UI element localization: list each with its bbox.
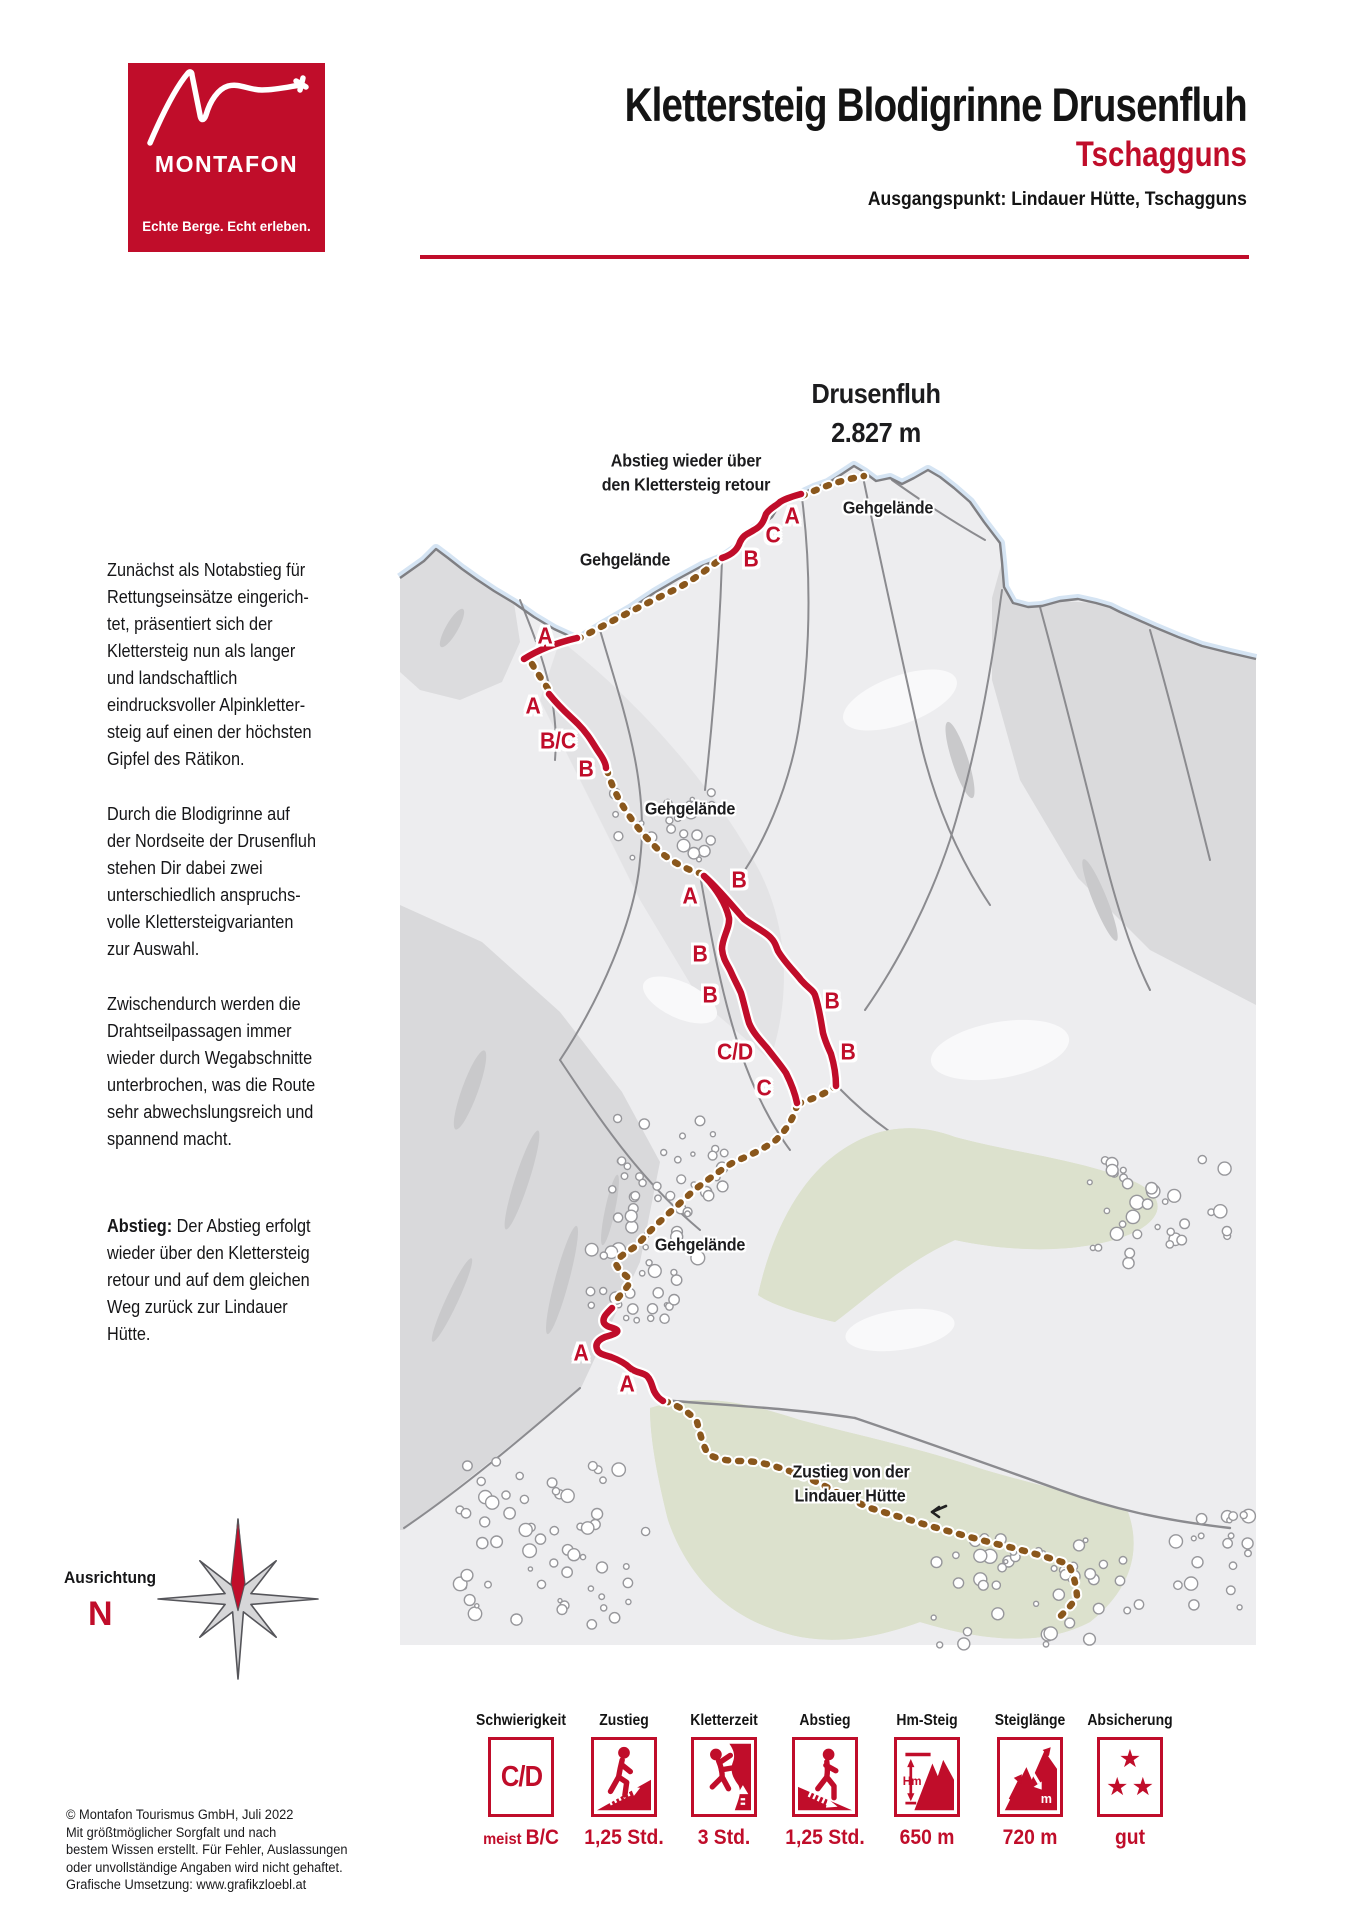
stat-value: 1,25 Std.: [785, 1826, 865, 1849]
intro-paragraph-2: [107, 800, 317, 962]
abstieg-first-line: Der Abstieg erfolgt: [172, 1215, 311, 1236]
hiker-uphill-icon: [591, 1737, 657, 1817]
route-grade-label: B: [692, 940, 708, 967]
compass-direction: N: [88, 1595, 113, 1633]
stat-kletterzeit: [668, 1712, 780, 1850]
stat-steiglaenge: [974, 1712, 1086, 1850]
star-icon: ★: [1131, 1773, 1154, 1801]
intro-paragraph-1: [107, 556, 312, 772]
route-grade-label: B/C: [540, 727, 576, 754]
map-place-label: Gehgelände: [654, 1234, 746, 1255]
stat-label: Zustieg: [599, 1712, 649, 1729]
text-line: steig auf einen der höchsten: [107, 721, 312, 742]
text-line: stehen Dir dabei zwei: [107, 857, 263, 878]
text-line: Rettungseinsätze eingerich-: [107, 586, 309, 607]
stat-schwierigkeit: [465, 1712, 577, 1850]
stat-label: Abstieg: [799, 1712, 851, 1729]
page-subtitle: Tschagguns: [1076, 135, 1247, 175]
header: [488, 80, 1247, 211]
stat-label: Absicherung: [1087, 1712, 1173, 1729]
text-line: unterbrochen, was die Route: [107, 1074, 316, 1095]
star-icon: ★: [1118, 1745, 1142, 1773]
text-line: und landschaftlich: [107, 667, 238, 688]
stat-label: Schwierigkeit: [476, 1712, 566, 1729]
text-line: Weg zurück zur Lindauer: [107, 1296, 288, 1317]
text-line: Durch die Blodigrinne auf: [107, 803, 290, 824]
intro-paragraph-3: [107, 990, 316, 1152]
peak-label: 2.827 m: [831, 417, 921, 448]
stat-abstieg: [769, 1712, 881, 1850]
route-grade-label: A: [784, 502, 800, 529]
hiker-downhill-icon: [792, 1737, 858, 1817]
star-icon: ★: [1106, 1773, 1129, 1801]
page-title: Klettersteig Blodigrinne Drusenfluh: [624, 78, 1247, 131]
stat-value: 720 m: [1002, 1826, 1058, 1849]
map-place-label: Lindauer Hütte: [794, 1485, 906, 1506]
text-line: Mit größtmöglicher Sorgfalt und nach: [66, 1824, 277, 1840]
text-line: Gipfel des Rätikon.: [107, 748, 245, 769]
route-grade-label: A: [525, 692, 541, 719]
text-line: unterschiedlich anspruchs-: [107, 884, 301, 905]
text-line: Hütte.: [107, 1323, 151, 1344]
text-line: Drahtseilpassagen immer: [107, 1020, 292, 1041]
route-grade-label: A: [619, 1370, 635, 1397]
map-place-label: den Klettersteig retour: [601, 474, 771, 495]
stat-value-prefix: meist: [483, 1831, 526, 1848]
map-place-label: Gehgelände: [644, 798, 736, 819]
header-rule: [420, 255, 1249, 259]
text-line: © Montafon Tourismus GmbH, Juli 2022: [66, 1807, 294, 1822]
text-line: wieder durch Wegabschnitte: [107, 1047, 313, 1068]
text-line: eindrucksvoller Alpinkletter-: [107, 694, 306, 715]
compass-label: Ausrichtung: [64, 1568, 157, 1587]
climber-icon: [691, 1737, 757, 1817]
text-line: volle Klettersteigvarianten: [107, 911, 294, 932]
difficulty-badge-icon: [488, 1737, 554, 1817]
route-grade-label: B: [578, 755, 594, 782]
logo-wordmark: MONTAFON: [154, 151, 299, 177]
text-line: bestem Wissen erstellt. Für Fehler, Auslassungen: [66, 1842, 348, 1858]
stat-value: 650 m: [899, 1826, 955, 1849]
route-grade-label: C: [765, 521, 781, 548]
hm-label: Hm: [902, 1775, 922, 1789]
text-line: sehr abwechslungsreich und: [107, 1101, 314, 1122]
route-grade-label: A: [537, 622, 553, 649]
text-line: zur Auswahl.: [107, 938, 200, 959]
text-line: Klettersteig nun als langer: [107, 640, 296, 661]
stat-value: B/C: [525, 1826, 559, 1849]
stat-zustieg: [568, 1712, 680, 1850]
stat-label: Steiglänge: [994, 1712, 1066, 1729]
start-point: Ausgangspunkt: Lindauer Hütte, Tschagguns: [868, 188, 1247, 211]
map-place-label: Gehgelände: [842, 497, 934, 518]
difficulty-grade: C/D: [500, 1760, 542, 1793]
text-line: Zunächst als Notabstieg für: [107, 559, 306, 580]
logo-tagline: Echte Berge. Echt erleben.: [142, 218, 311, 234]
abstieg-lead: Abstieg:: [107, 1215, 173, 1236]
stat-label: Hm-Steig: [896, 1712, 958, 1729]
intro-text: [107, 556, 317, 1375]
text-line: der Nordseite der Drusenfluh: [107, 830, 317, 851]
route-grade-label: B: [840, 1038, 856, 1065]
stat-value: 3 Std.: [697, 1826, 751, 1849]
map-place-label: Abstieg wieder über: [610, 450, 762, 471]
stat-label: Kletterzeit: [690, 1712, 758, 1729]
stat-hm-steig: [871, 1712, 983, 1850]
compass-rose-icon: [156, 1517, 320, 1681]
route-length-icon: [997, 1737, 1063, 1817]
montafon-logo: [128, 63, 325, 252]
route-grade-label: C/D: [717, 1038, 753, 1065]
text-line: Grafische Umsetzung: www.grafikzloebl.at: [66, 1877, 307, 1893]
text-line: retour und auf dem gleichen: [107, 1269, 310, 1290]
route-grade-label: B: [824, 987, 840, 1014]
route-grade-label: A: [682, 882, 698, 909]
stat-absicherung: [1074, 1712, 1186, 1850]
text-line: oder unvollständige Angaben wird nicht gehaftet.: [66, 1859, 343, 1875]
intro-paragraph-abstieg: [107, 1212, 309, 1347]
map-place-label: Gehgelände: [579, 549, 671, 570]
stat-value: 1,25 Std.: [584, 1826, 664, 1849]
text-line: spannend macht.: [107, 1128, 232, 1149]
route-grade-label: B: [731, 866, 747, 893]
route-grade-label: B: [743, 545, 759, 572]
meters-label: m: [1040, 1792, 1053, 1807]
route-grade-label: B: [702, 981, 718, 1008]
map-place-label: Zustieg von der: [792, 1461, 910, 1482]
route-grade-label: C: [756, 1074, 772, 1101]
elevation-gain-icon: [894, 1737, 960, 1817]
text-line: Zwischendurch werden die: [107, 993, 301, 1014]
copyright-note: [66, 1806, 348, 1894]
three-stars-icon: [1097, 1737, 1163, 1817]
peak-label: Drusenfluh: [811, 378, 941, 409]
stat-value: gut: [1114, 1826, 1146, 1849]
text-line: tet, präsentiert sich der: [107, 613, 273, 634]
route-grade-label: A: [573, 1339, 589, 1366]
text-line: wieder über den Klettersteig: [107, 1242, 310, 1263]
